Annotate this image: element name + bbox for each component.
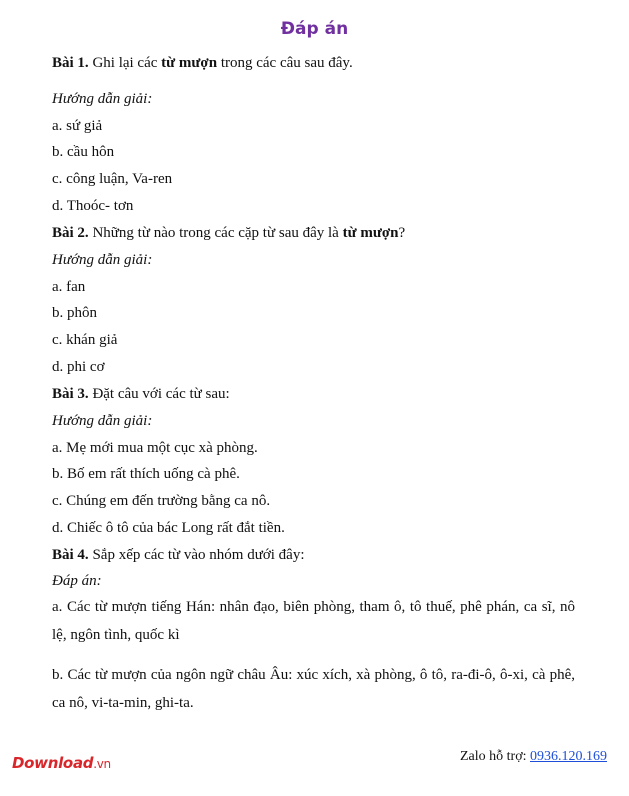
exercise-1-answer: b. cầu hôn bbox=[52, 144, 115, 160]
zalo-label: Zalo hỗ trợ: bbox=[460, 749, 530, 764]
exercise-1-guide: Hướng dẫn giải: bbox=[52, 91, 153, 107]
exercise-2-answer: a. fan bbox=[52, 279, 86, 295]
exercise-3-heading: Bài 3. bbox=[52, 386, 89, 402]
exercise-1-text-before: Ghi lại các bbox=[88, 55, 162, 71]
zalo-phone-link[interactable]: 0936.120.169 bbox=[530, 749, 607, 764]
exercise-4-answer-a: a. Các từ mượn tiếng Hán: nhân đạo, biên phòng, tham ô, tô thuế, phê phán, ca sĩ, nô lệ, ngôn tình, quốc kì bbox=[52, 599, 575, 643]
exercise-3-answer: b. Bố em rất thích uống cà phê. bbox=[52, 466, 240, 482]
exercise-3-answer: a. Mẹ mới mua một cục xà phòng. bbox=[52, 440, 258, 456]
download-logo[interactable] bbox=[12, 754, 111, 772]
exercise-2-guide: Hướng dẫn giải: bbox=[52, 252, 153, 268]
exercise-2-answer: b. phôn bbox=[52, 305, 97, 321]
exercise-2-bold-word: từ mượn bbox=[342, 225, 399, 241]
exercise-3-text: Đặt câu với các từ sau: bbox=[88, 386, 230, 402]
exercise-2-answer: d. phi cơ bbox=[52, 359, 105, 375]
exercise-2-text-before: Những từ nào trong các cặp từ sau đây là bbox=[88, 225, 343, 241]
logo-suffix: .vn bbox=[93, 757, 111, 771]
exercise-2-heading: Bài 2. bbox=[52, 225, 89, 241]
exercise-1-bold-word: từ mượn bbox=[161, 55, 218, 71]
exercise-3-guide: Hướng dẫn giải: bbox=[52, 413, 153, 429]
exercise-4-prompt bbox=[52, 546, 305, 564]
exercise-3-answer: c. Chúng em đến trường bằng ca nô. bbox=[52, 493, 271, 509]
exercise-1-text-after: trong các câu sau đây. bbox=[217, 55, 353, 71]
zalo-support bbox=[460, 749, 607, 765]
exercise-1-answer: a. sứ giả bbox=[52, 118, 103, 134]
exercise-3-answer: d. Chiếc ô tô của bác Long rất đắt tiền. bbox=[52, 520, 285, 536]
page-title: Đáp án bbox=[280, 19, 349, 39]
exercise-4-answer-b: b. Các từ mượn của ngôn ngữ châu Âu: xúc xích, xà phòng, ô tô, ra-đi-ô, ô-xi, cà phê, ca nô, vi-ta-min, ghi-ta. bbox=[52, 667, 575, 711]
exercise-4-heading: Bài 4. bbox=[52, 547, 89, 563]
exercise-4-guide: Đáp án: bbox=[52, 573, 102, 589]
exercise-3-prompt bbox=[52, 385, 230, 403]
exercise-2-answer: c. khán giả bbox=[52, 332, 118, 348]
exercise-4-text: Sắp xếp các từ vào nhóm dưới đây: bbox=[88, 547, 305, 563]
exercise-1-answer: c. công luận, Va-ren bbox=[52, 171, 173, 187]
exercise-1-answer: d. Thoóc- tơn bbox=[52, 198, 134, 214]
exercise-2-text-after: ? bbox=[398, 225, 406, 241]
exercise-2-prompt bbox=[52, 224, 405, 242]
exercise-1-heading: Bài 1. bbox=[52, 55, 89, 71]
exercise-1-prompt bbox=[52, 54, 353, 72]
logo-main-text: Download bbox=[12, 754, 94, 772]
